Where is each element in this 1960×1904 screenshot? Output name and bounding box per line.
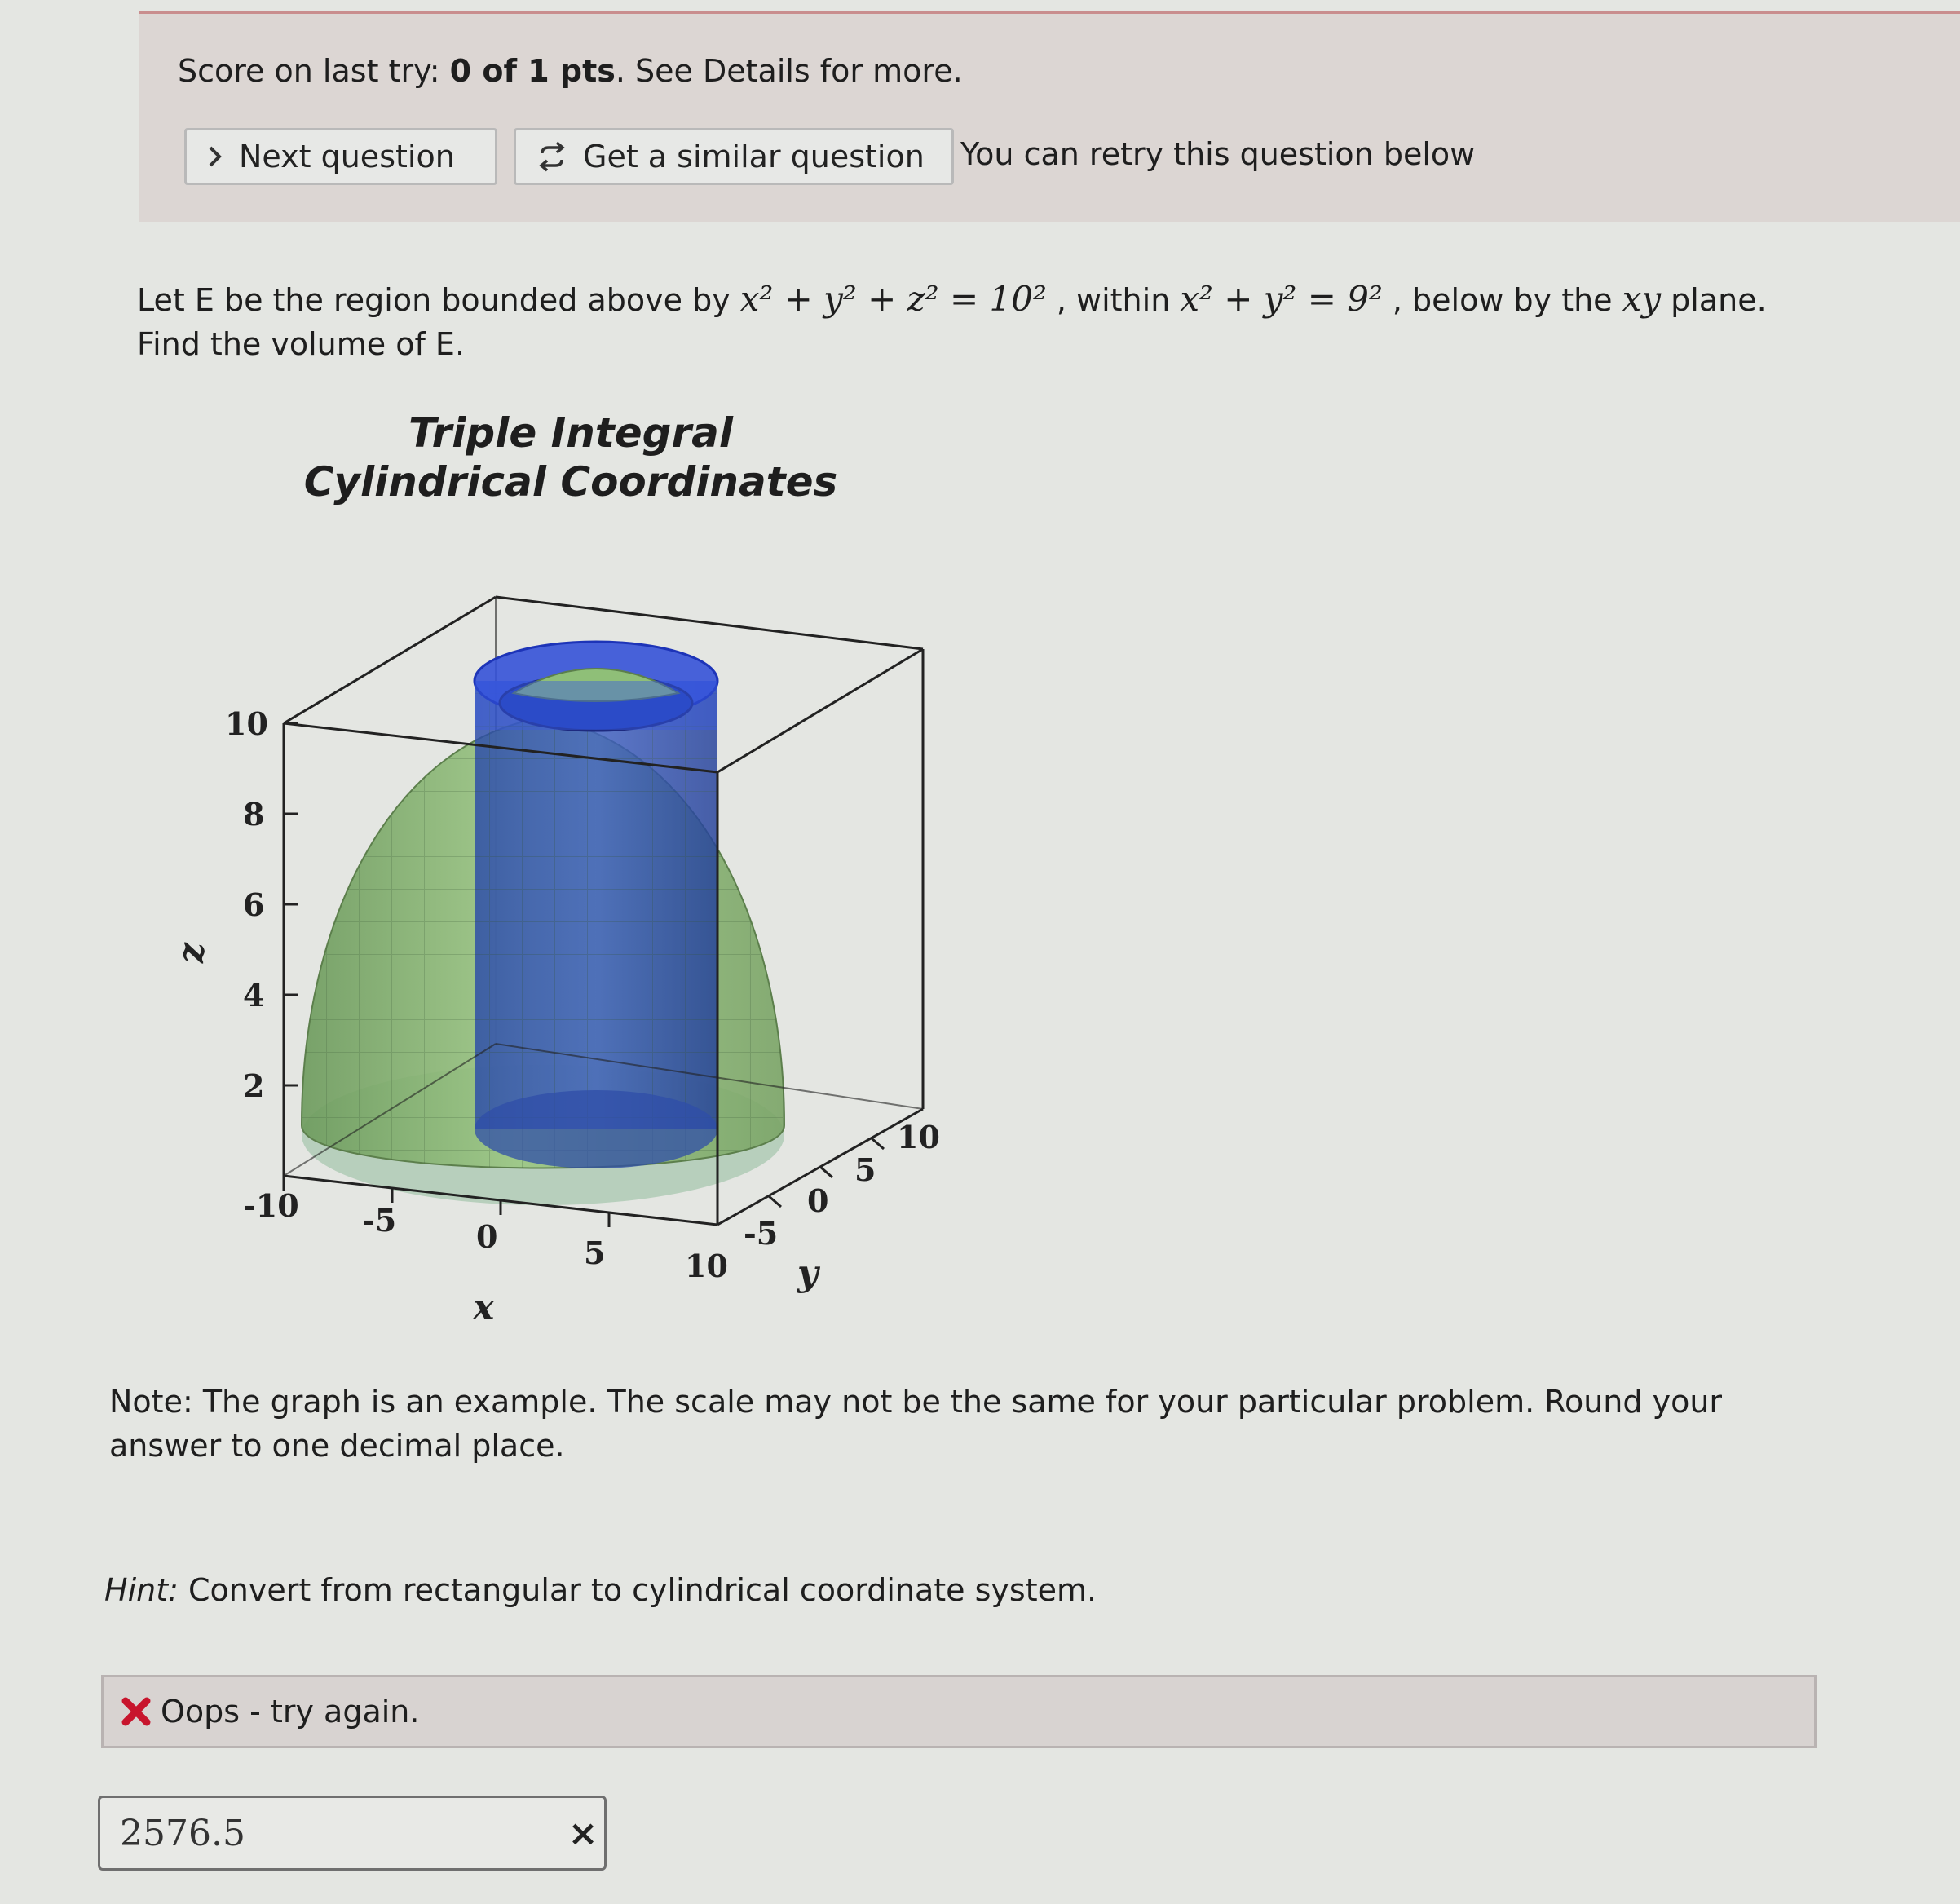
feedback-banner (101, 1675, 1817, 1748)
similar-question-label: Get a similar question (583, 139, 925, 174)
z-tick-label: 10 (225, 705, 268, 742)
example-graph (163, 400, 978, 1329)
x-tick-label: 0 (476, 1218, 498, 1255)
question-within: , within (1046, 282, 1181, 318)
x-axis-label: x (473, 1287, 495, 1328)
graph-title-line2: Cylindrical Coordinates (303, 458, 838, 506)
x-tick-label: 10 (685, 1248, 728, 1284)
z-axis-label: z (175, 943, 217, 963)
hint-label: Hint: (104, 1572, 179, 1608)
next-question-label: Next question (239, 139, 455, 174)
cylinder-bottom (475, 1090, 717, 1168)
z-tick-label: 4 (243, 977, 265, 1014)
cylinder-equation: x² + y² = 9² (1180, 279, 1383, 319)
hint-body: Convert from rectangular to cylindrical coordinate system. (178, 1572, 1097, 1608)
plot-3d (163, 400, 978, 1329)
next-question-button[interactable] (184, 128, 497, 185)
answer-input[interactable] (98, 1796, 607, 1871)
repeat-icon (536, 140, 568, 173)
question-text (137, 277, 1817, 366)
y-axis-label: y (797, 1252, 819, 1294)
hint-text (104, 1572, 1097, 1608)
sphere-equation: x² + y² + z² = 10² (739, 279, 1047, 319)
score-summary (178, 53, 963, 89)
x-tick-label: -5 (362, 1202, 397, 1239)
y-tick-label: 0 (807, 1182, 829, 1219)
question-plane-suffix: plane. (1661, 282, 1767, 318)
score-suffix: . See Details for more. (615, 53, 963, 89)
z-tick-label: 6 (243, 886, 265, 923)
z-tick-label: 2 (243, 1067, 265, 1104)
y-tick-label: 10 (897, 1119, 940, 1155)
x-tick-label: 5 (584, 1235, 606, 1271)
box-edge (496, 597, 923, 649)
x-tick-label: -10 (243, 1187, 299, 1224)
z-ticks (225, 705, 298, 1104)
retry-message: You can retry this question below (960, 136, 1476, 172)
question-prompt: Find the volume of E. (137, 326, 466, 362)
clear-answer-button[interactable]: × (567, 1812, 598, 1854)
z-tick-label: 8 (243, 796, 265, 833)
feedback-text: Oops - try again. (161, 1694, 420, 1730)
chevron-right-icon (206, 144, 224, 169)
graph-note: Note: The graph is an example. The scale may not be the same for your particular problem. Round your answer to one decimal place. (109, 1384, 1723, 1464)
score-prefix: Score on last try: (178, 53, 450, 89)
graph-title-line1: Triple Integral (408, 409, 733, 457)
y-tick-label: 5 (854, 1151, 876, 1188)
error-x-icon (120, 1695, 152, 1728)
score-value: 0 of 1 pts (449, 53, 616, 89)
question-intro: Let E be the region bounded above by (137, 282, 740, 318)
box-edge (284, 597, 496, 723)
plane-name: xy (1622, 279, 1662, 319)
question-below: , below by the (1382, 282, 1622, 318)
similar-question-button[interactable] (514, 128, 954, 185)
cylinder-band (475, 681, 717, 730)
box-edge (717, 649, 923, 772)
score-panel (139, 11, 1960, 222)
y-tick-label: -5 (744, 1215, 779, 1252)
